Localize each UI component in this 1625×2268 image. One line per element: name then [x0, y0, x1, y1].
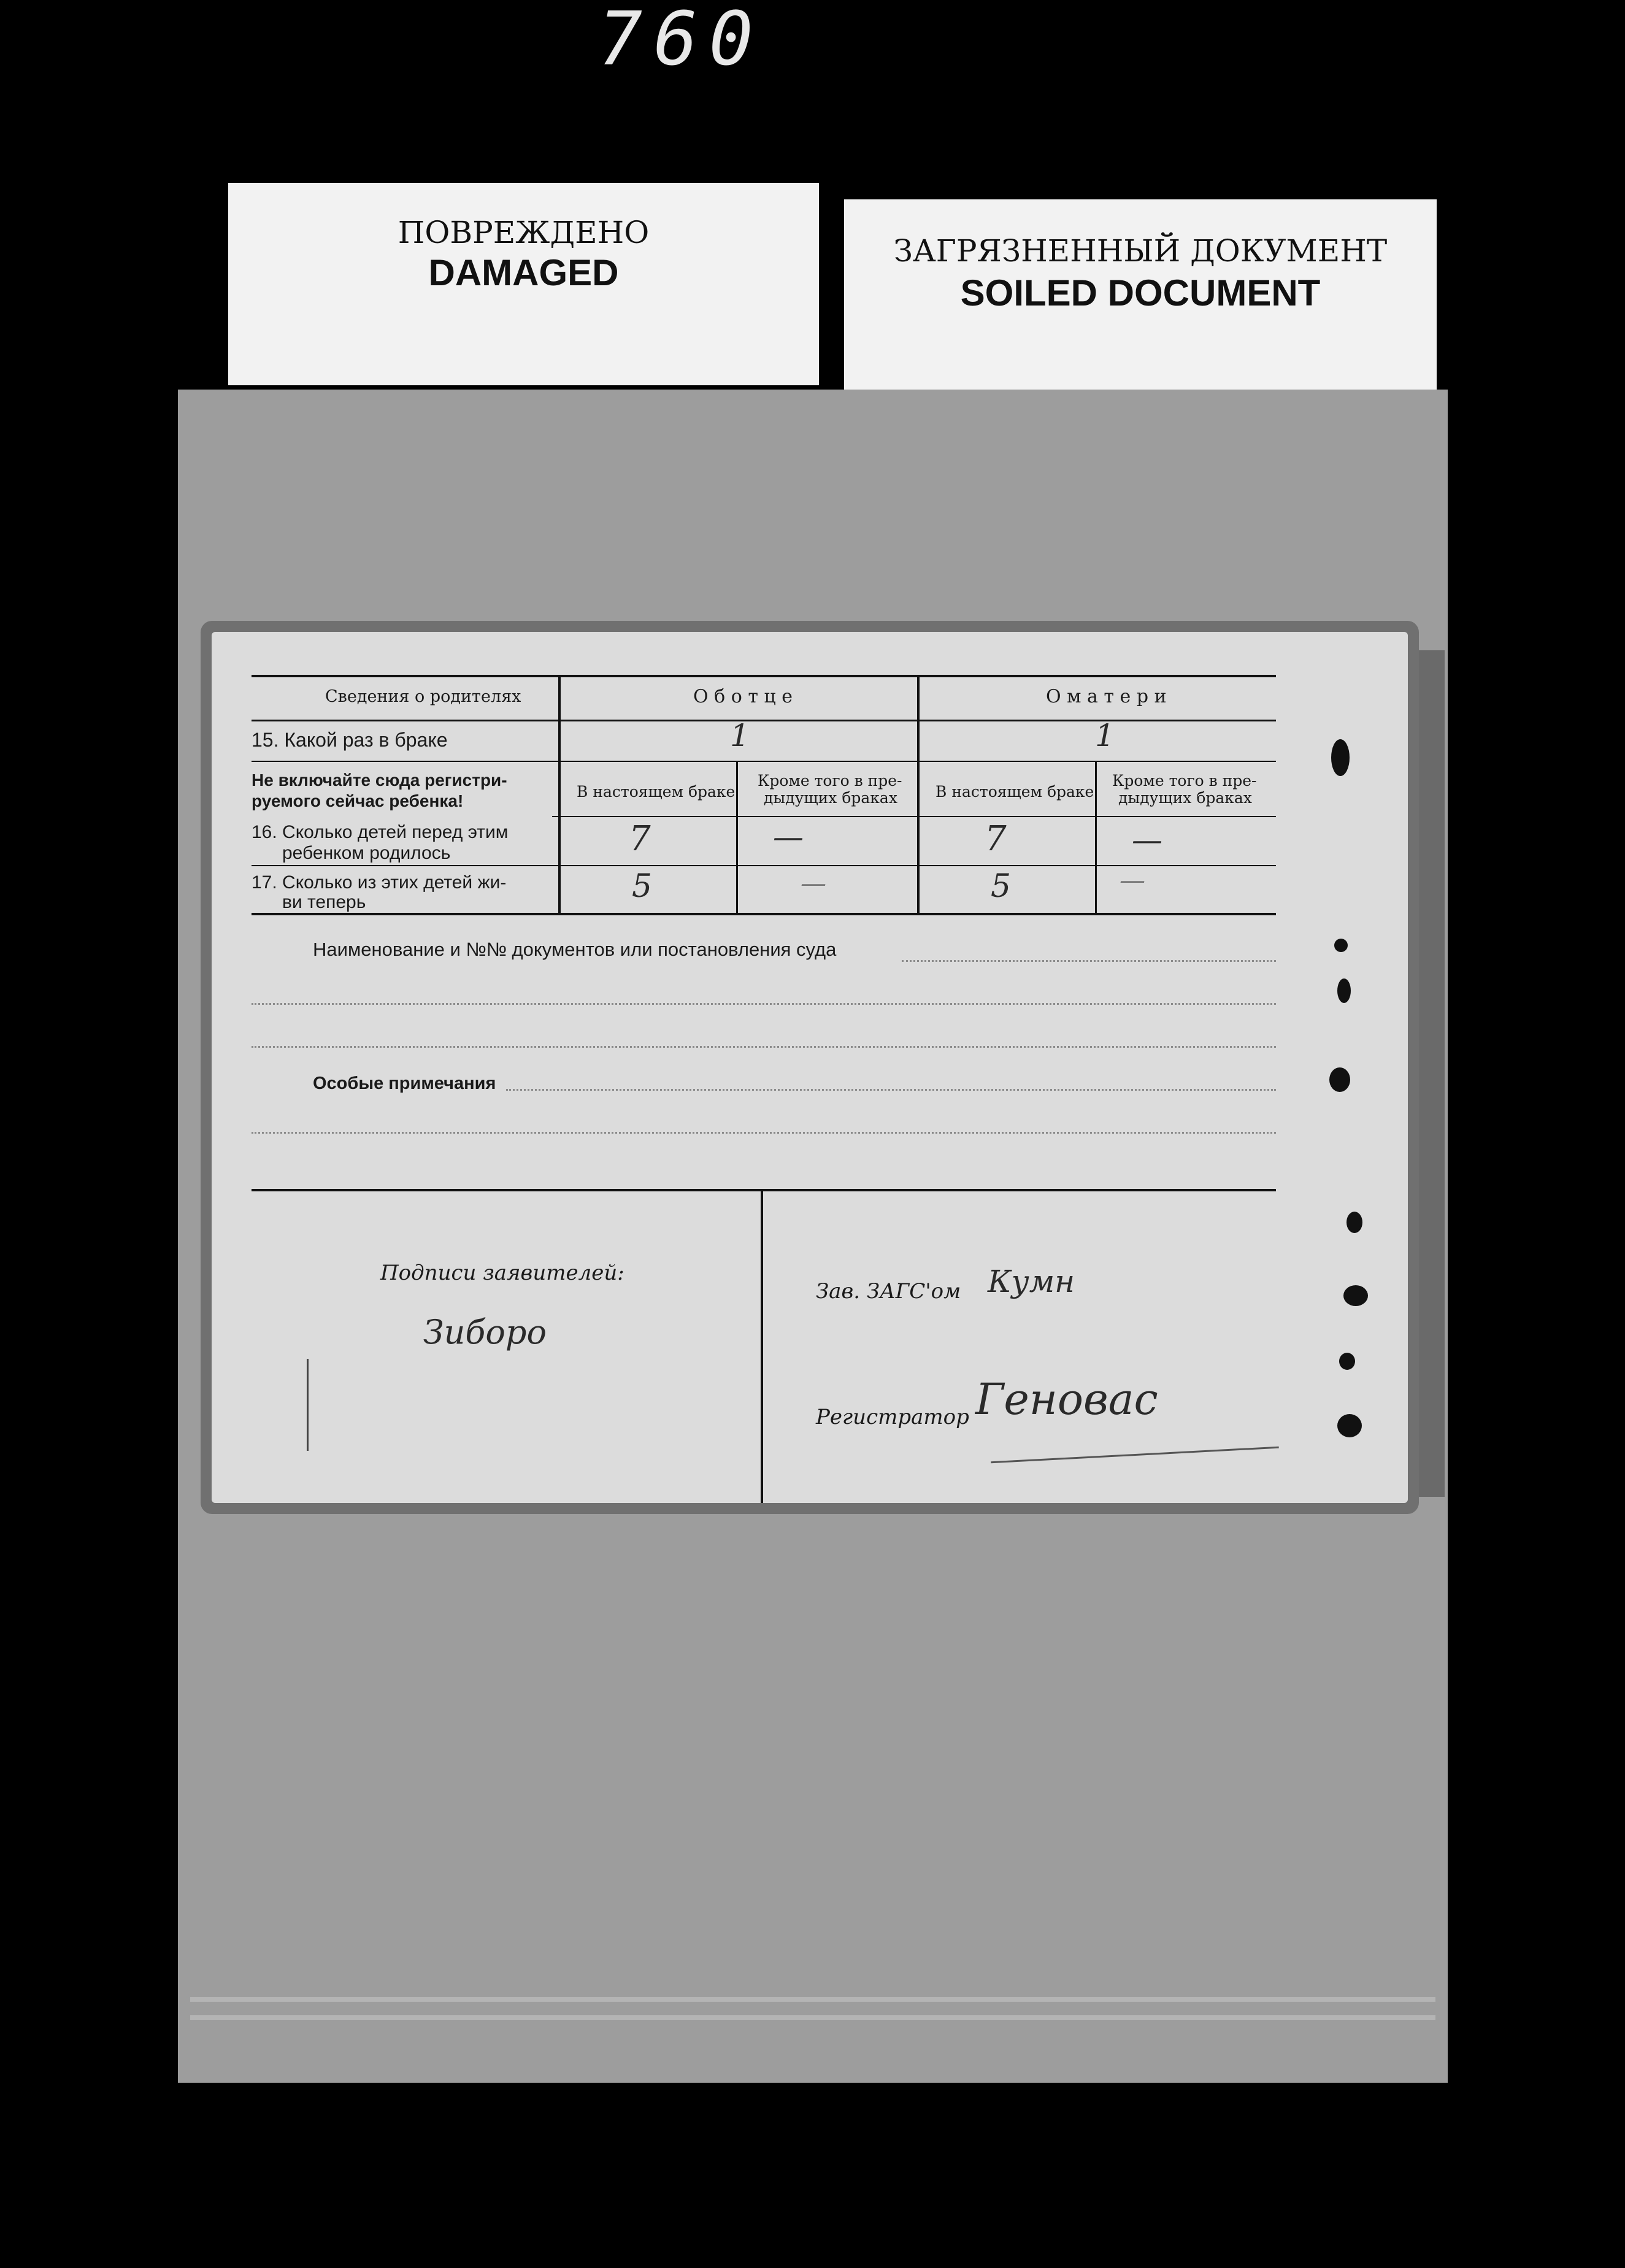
- damaged-label: [228, 183, 819, 385]
- soiled-label: [844, 199, 1437, 390]
- row16-label-2: ребенком родилось: [282, 843, 451, 863]
- row17-father-previous: —: [801, 868, 826, 898]
- signature-flourish: [991, 1447, 1279, 1464]
- dotted-line: [252, 1003, 1276, 1005]
- mother-previous-header-1: Кроме того в пре-: [1112, 772, 1257, 790]
- dotted-line: [252, 1046, 1276, 1048]
- punch-hole: [1334, 939, 1348, 952]
- row17-label-2: ви теперь: [282, 892, 366, 912]
- signature-divider: [761, 1190, 763, 1503]
- punch-hole: [1339, 1353, 1355, 1370]
- father-current-header: В настоящем браке: [577, 783, 736, 801]
- mother-current-header: В настоящем браке: [935, 783, 1094, 801]
- header-father: О б о т ц е: [693, 686, 793, 707]
- row15-father-value: 1: [730, 718, 750, 753]
- soiled-label-en: SOILED DOCUMENT: [960, 272, 1321, 313]
- table-col: [558, 676, 561, 915]
- margin-mark: [307, 1359, 309, 1451]
- damaged-label-en: DAMAGED: [428, 252, 619, 293]
- table-rule: [252, 761, 1276, 762]
- table-col: [736, 762, 738, 915]
- punch-hole: [1343, 1285, 1368, 1306]
- folder-crease: [190, 1997, 1435, 2002]
- row17-mother-current: 5: [991, 868, 1012, 905]
- note-line2: руемого сейчас ребенка!: [252, 791, 464, 810]
- applicants-label: Подписи заявителей:: [380, 1261, 624, 1285]
- punch-hole: [1329, 1067, 1350, 1092]
- row16-father-previous: —: [773, 819, 804, 855]
- row16-father-current: 7: [629, 819, 651, 859]
- table-rule: [252, 720, 1276, 721]
- note-line1: Не включайте сюда регистри-: [252, 771, 507, 790]
- table-rule-top: [252, 675, 1276, 677]
- row17-mother-previous: —: [1120, 865, 1145, 895]
- row15-label: 15. Какой раз в браке: [252, 729, 448, 751]
- damaged-label-ru: ПОВРЕЖДЕНО: [398, 215, 650, 250]
- remarks-label: Особые примечания: [313, 1074, 496, 1093]
- punch-hole: [1337, 978, 1351, 1003]
- signature-rule: [252, 1189, 1276, 1191]
- table-rule-bottom: [252, 913, 1276, 915]
- punch-hole: [1346, 1212, 1362, 1233]
- punch-hole: [1331, 739, 1350, 776]
- dotted-line: [902, 960, 1276, 962]
- row17-father-current: 5: [632, 868, 653, 905]
- father-previous-header-1: Кроме того в пре-: [758, 772, 902, 790]
- row15-mother-value: 1: [1095, 718, 1115, 753]
- documents-label: Наименование и №№ документов или постановления суда: [313, 939, 837, 960]
- applicant-signature: Зиборо: [423, 1313, 547, 1351]
- dotted-line: [252, 1132, 1276, 1134]
- registrar-label: Регистратор: [816, 1405, 969, 1429]
- row16-label-1: 16. Сколько детей перед этим: [252, 822, 509, 842]
- punch-hole: [1337, 1414, 1362, 1437]
- father-previous-header-2: дыдущих браках: [764, 789, 897, 807]
- header-mother: О м а т е р и: [1046, 686, 1167, 707]
- row16-mother-current: 7: [985, 819, 1007, 859]
- header-parents-info: Сведения о родителях: [325, 687, 521, 706]
- row16-mother-previous: —: [1132, 822, 1162, 858]
- table-rule: [552, 816, 1276, 817]
- mother-previous-header-2: дыдущих браках: [1118, 789, 1252, 807]
- table-col: [917, 676, 920, 915]
- card-shadow: [1411, 650, 1445, 1497]
- folder-crease: [190, 2015, 1435, 2020]
- zags-label: Зав. ЗАГС'ом: [816, 1279, 961, 1304]
- table-col: [1095, 762, 1097, 915]
- row17-label-1: 17. Сколько из этих детей жи-: [252, 872, 507, 893]
- record-card: [212, 632, 1408, 1503]
- zags-signature: Кумн: [988, 1264, 1075, 1299]
- frame-number: 760: [598, 0, 764, 82]
- registrar-signature: Геновас: [975, 1374, 1158, 1424]
- dotted-line: [506, 1089, 1276, 1091]
- soiled-label-ru: ЗАГРЯЗНЕННЫЙ ДОКУМЕНТ: [893, 233, 1388, 269]
